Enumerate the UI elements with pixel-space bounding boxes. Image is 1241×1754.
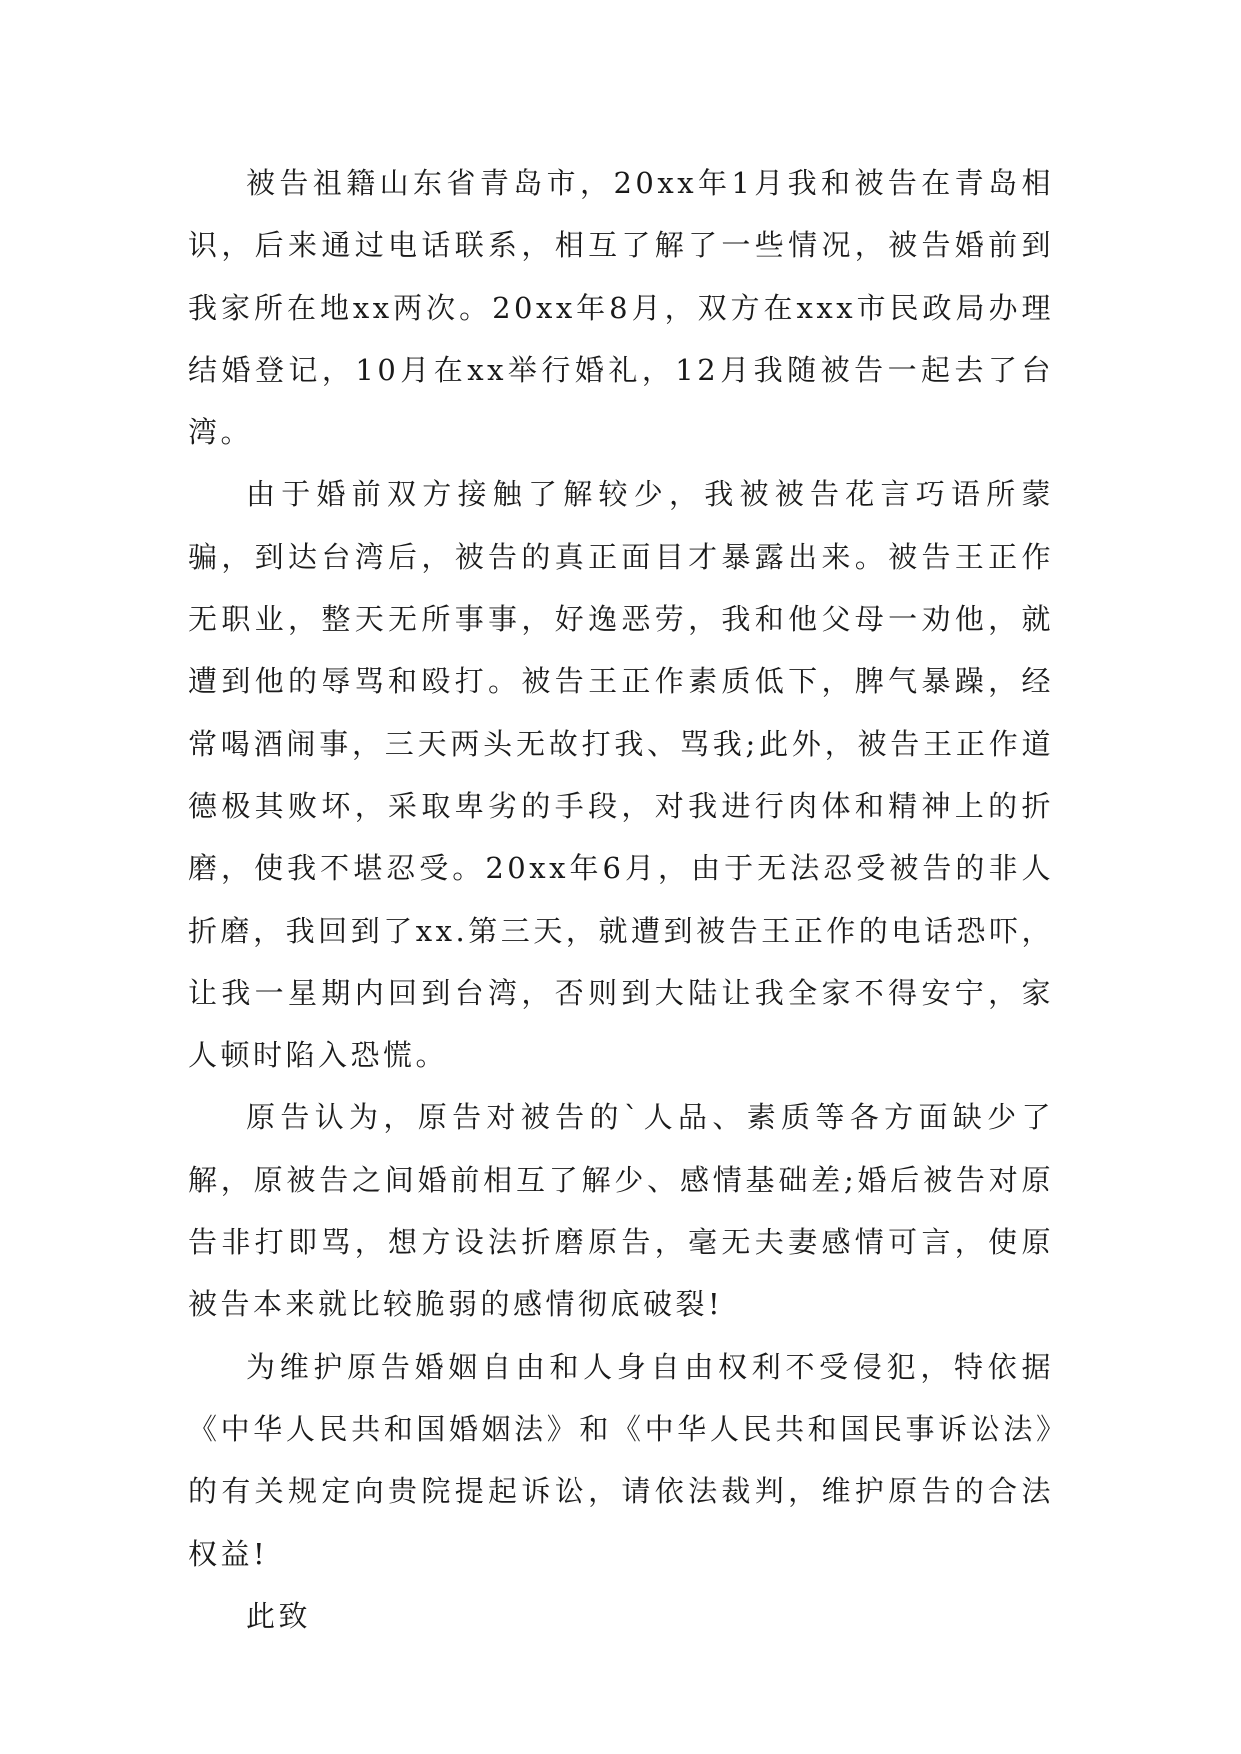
paragraph-facts: 由于婚前双方接触了解较少，我被被告花言巧语所蒙骗，到达台湾后，被告的真正面目才暴露出来。被告王正作无职业，整天无所事事，好逸恶劳，我和他父母一劝他，就遭到他的辱骂和殴打。被告王正作素质低下，脾气暴躁，经常喝酒闹事，三天两头无故打我、骂我;此外，被告王正作道德极其败坏，采取卑劣的手段，对我进行肉体和精神上的折磨，使我不堪忍受。20xx年6月，由于无法忍受被告的非人折磨，我回到了xx.第三天，就遭到被告王正作的电话恐吓，让我一星期内回到台湾，否则到大陆让我全家不得安宁，家人顿时陷入恐慌。 bbox=[188, 477, 1054, 1073]
closing-salutation: 此致 bbox=[246, 1598, 312, 1633]
paragraph-background: 被告祖籍山东省青岛市，20xx年1月我和被告在青岛相识，后来通过电话联系，相互了解了一些情况，被告婚前到我家所在地xx两次。20xx年8月，双方在xxx市民政局办理结婚登记，10月在xx举行婚礼，12月我随被告一起去了台湾。 bbox=[188, 166, 1054, 450]
document-body bbox=[188, 152, 1054, 1647]
paragraph-plaintiff-view: 原告认为，原告对被告的`人品、素质等各方面缺少了解，原被告之间婚前相互了解少、感情基础差;婚后被告对原告非打即骂，想方设法折磨原告，毫无夫妻感情可言，使原被告本来就比较脆弱的感情彻底破裂! bbox=[188, 1100, 1054, 1322]
paragraph-legal-basis: 为维护原告婚姻自由和人身自由权利不受侵犯，特依据《中华人民共和国婚姻法》和《中华人民共和国民事诉讼法》的有关规定向贵院提起诉讼，请依法裁判，维护原告的合法权益! bbox=[188, 1349, 1054, 1571]
